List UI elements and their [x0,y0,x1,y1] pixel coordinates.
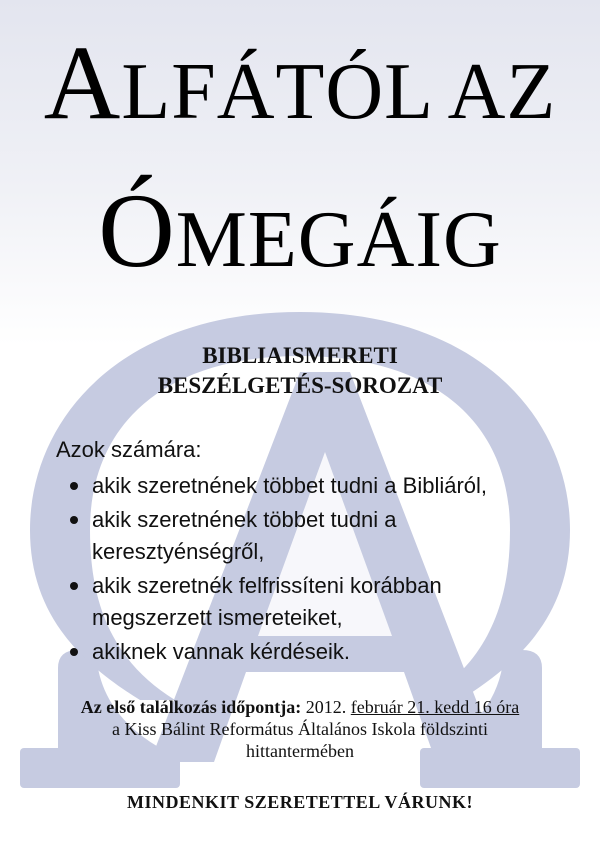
meeting-year: 2012. [305,697,347,717]
meeting-location-line-1: a Kiss Bálint Református Általános Iskola földszinti [112,719,488,739]
bullet-icon [70,482,78,490]
closing-invitation: MINDENKIT SZERETETTEL VÁRUNK! [127,792,473,812]
audience-intro: Azok számára: [56,437,202,462]
bullet-icon [70,648,78,656]
audience-list [70,470,560,670]
meeting-time [0,696,600,718]
poster-title-line-2 [0,170,600,292]
poster-title-line-1 [0,22,600,144]
list-item-text: akiknek vannak kérdéseik. [92,639,351,664]
bullet-icon [70,582,78,590]
bullet-icon [70,516,78,524]
list-item-text: akik szeretnének többet tudni a Bibliáról, [92,473,488,498]
title-text-1: LFÁTÓL AZ [121,48,557,136]
list-item [70,570,560,634]
list-item [70,636,560,668]
list-item [70,504,560,568]
meeting-date: február 21. kedd 16 óra [350,697,520,717]
list-item-text: akik szeretnének többet tudni a keresztyénségről, [92,507,397,564]
subtitle-line-2: BESZÉLGETÉS-SOROZAT [157,373,443,398]
title-text-2: MEGÁIG [175,196,502,284]
list-item [70,470,560,502]
title-drop-letter-1: A [43,24,122,141]
meeting-label: Az első találkozás időpontja: [80,697,302,717]
meeting-location-line-2: hittantermében [246,741,354,761]
title-drop-letter-2: Ó [98,172,176,289]
subtitle-line-1: BIBLIAISMERETI [202,343,398,368]
list-item-text: akik szeretnék felfrissíteni korábban megszerzett ismereteiket, [92,573,442,630]
